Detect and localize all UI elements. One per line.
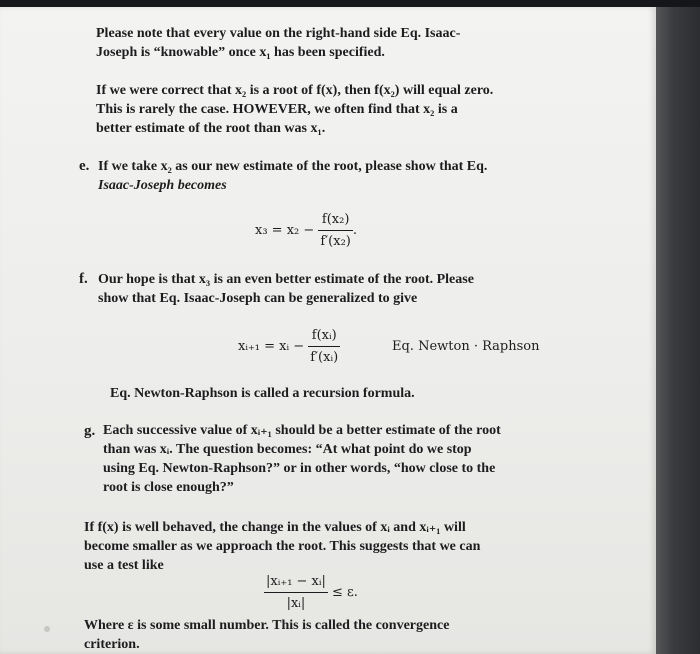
part-f-letter: f. [79,271,88,287]
equation-x3-fraction [318,210,352,251]
part-e-line-1: If we take x₂ as our new estimate of the root, please show that Eq. [98,159,488,174]
equation-x3-denominator: f′(x₂) [320,234,351,249]
newton-raphson-denominator: f′(xᵢ) [310,350,339,365]
page-edge-shadow [656,7,700,654]
root-note-line-2: This is rarely the case. HOWEVER, we often find that x₂ is a [96,102,458,117]
part-g-line-4: root is close enough?” [103,480,234,495]
recursion-note: Eq. Newton-Raphson is called a recursion formula. [110,386,415,401]
part-f-line-1: Our hope is that x₃ is an even better estimate of the root. Please [98,272,474,287]
equation-x3-lhs: x₃ = x₂ − [255,223,315,238]
convergence-criterion-equation [264,572,358,613]
where-line-2: criterion. [84,637,140,652]
part-g-paragraph [103,421,563,497]
page-speck [44,626,50,632]
convergence-line-1: If f(x) is well behaved, the change in the values of xᵢ and xᵢ₊₁ will [84,520,466,535]
newton-raphson-label: Eq. Newton · Raphson [392,339,540,354]
part-f-paragraph [98,270,558,308]
root-note-line-3: better estimate of the root than was x₁. [96,121,326,136]
equation-x3-period: . [352,223,358,238]
convergence-line-3: use a test like [84,558,164,573]
criterion-denominator: |xᵢ| [286,596,306,611]
criterion-rhs: ≤ ε. [332,585,358,600]
root-note-paragraph [96,81,566,138]
equation-x3 [255,210,357,251]
convergence-paragraph [84,518,554,575]
convergence-line-2: become smaller as we approach the root. This suggests that we can [84,539,481,554]
newton-raphson-fraction [308,326,340,367]
part-e-letter: e. [79,158,90,174]
equation-newton-raphson [238,326,340,367]
criterion-numerator: |xᵢ₊₁ − xᵢ| [264,572,328,593]
part-g-line-3: using Eq. Newton-Raphson?” or in other words, “how close to the [103,461,496,476]
newton-raphson-lhs: xᵢ₊₁ = xᵢ − [238,339,305,354]
part-g-letter: g. [84,423,96,439]
intro-line-1: Please note that every value on the right-hand side Eq. Isaac- [96,26,461,41]
part-f-line-2: show that Eq. Isaac-Joseph can be generalized to give [98,291,418,306]
where-paragraph [84,616,554,654]
part-g-line-1: Each successive value of xᵢ₊₁ should be a better estimate of the root [103,423,501,438]
part-e-line-2: Isaac-Joseph becomes [98,178,227,193]
criterion-fraction [264,572,328,613]
equation-x3-numerator: f(x₂) [318,210,352,231]
intro-paragraph [96,24,566,62]
root-note-line-1: If we were correct that x₂ is a root of f(x), then f(x₂) will equal zero. [96,83,494,98]
part-g-line-2: than was xᵢ. The question becomes: “At what point do we stop [103,442,472,457]
part-e-paragraph [98,157,558,195]
intro-line-2: Joseph is “knowable” once x₁ has been specified. [96,45,385,60]
where-line-1: Where ε is some small number. This is called the convergence [84,618,450,633]
newton-raphson-numerator: f(xᵢ) [308,326,340,347]
